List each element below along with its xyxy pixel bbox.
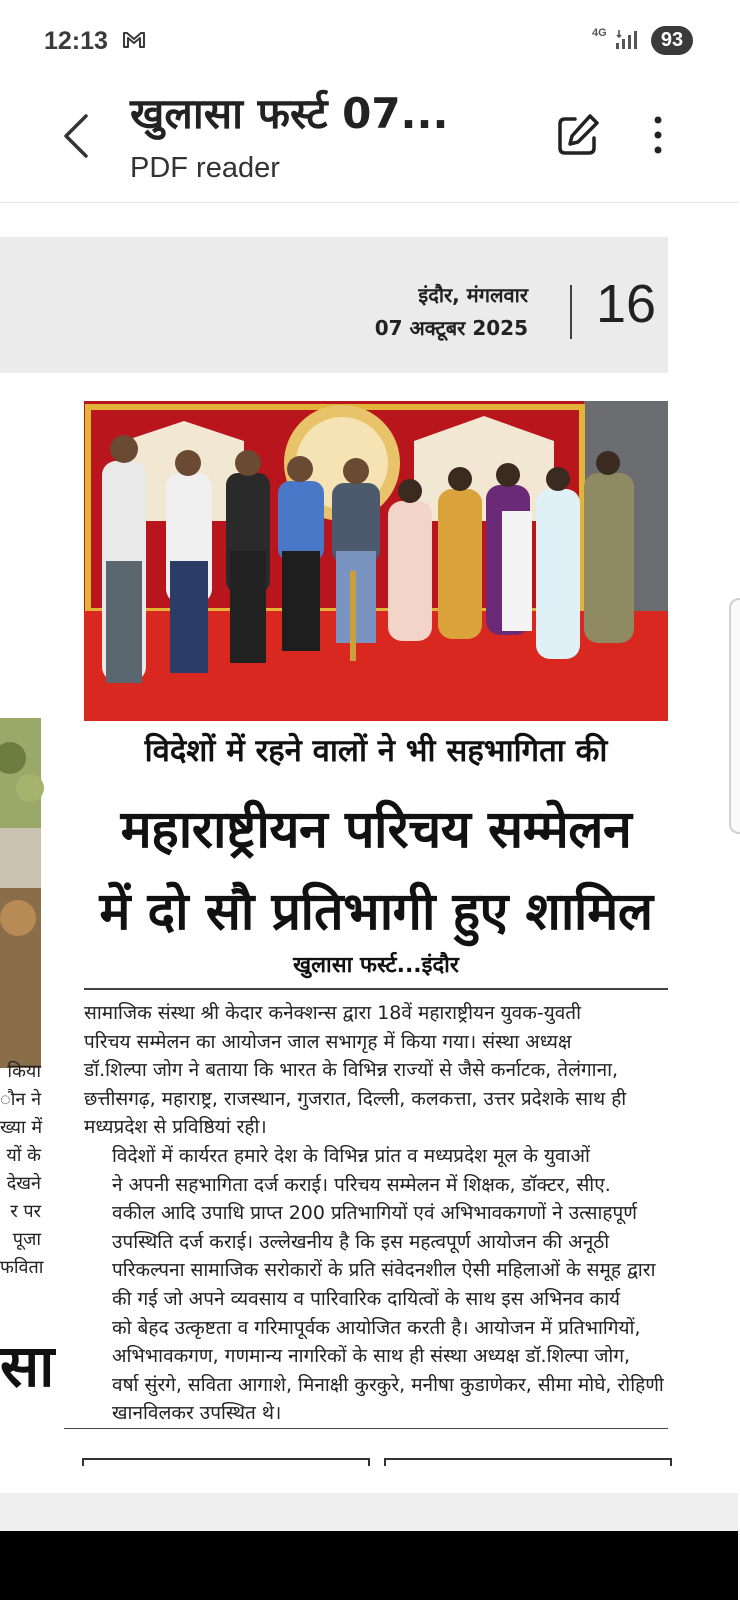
- text-line: की गई जो अपने व्यवसाय व पारिवारिक दायित्वों के साथ इस अभिनव कार्य: [112, 1287, 621, 1310]
- pdf-viewport[interactable]: [0, 203, 738, 1493]
- network-type: 4G: [592, 27, 607, 39]
- edit-icon[interactable]: [553, 110, 603, 160]
- header-date: 07 अक्टूबर 2025: [374, 316, 528, 340]
- status-time: 12:13: [44, 27, 108, 55]
- app-bar: [0, 82, 738, 203]
- gmail-icon: [122, 31, 146, 49]
- text-line: परिचय सम्मेलन का आयोजन जाल सभागृह में किया गया। संस्था अध्यक्ष: [84, 1030, 572, 1053]
- text-line: परिकल्पना सामाजिक सरोकारों के प्रति संवेदनशील ऐसी महिलाओं के समूह द्वारा: [112, 1259, 656, 1282]
- headline-line-2: में दो सौ प्रतिभागी हुए शामिल: [99, 882, 653, 942]
- next-box-left: [82, 1458, 370, 1466]
- text-line: सामाजिक संस्था श्री केदार कनेक्शन्स द्वारा 18वें महाराष्ट्रीयन युवक-युवती: [84, 1002, 582, 1024]
- text-line: ख्या में: [0, 1117, 43, 1138]
- article-body: [84, 999, 668, 1428]
- signal-icon: [615, 28, 643, 52]
- adjacent-article-text: [0, 1058, 44, 1282]
- text-line: फविता: [0, 1257, 44, 1278]
- text-line: यों के: [6, 1145, 41, 1166]
- text-line: मध्यप्रदेश से प्रविष्ठियां रही।: [84, 1116, 267, 1139]
- scrollbar-handle[interactable]: [729, 598, 740, 834]
- battery-indicator: 93: [651, 26, 693, 55]
- system-navigation-bar: [0, 1531, 738, 1600]
- text-line: अभिभावकगण, गणमान्य नागरिकों के साथ ही संस्था अध्यक्ष डॉ.शिल्पा जोग,: [112, 1345, 631, 1368]
- header-city-day: इंदौर, मंगलवार: [418, 283, 528, 307]
- text-line: वकील आदि उपाधि प्राप्त 200 प्रतिभागियों एवं अभिभावकगणों ने उत्साहपूर्ण: [112, 1202, 637, 1225]
- text-line: विदेशों में कार्यरत हमारे देश के विभिन्न प्रांत व मध्यप्रदेश मूल के युवाओं: [112, 1144, 590, 1167]
- text-line: को बेहद उत्कृष्टता व गरिमापूर्वक आयोजित करती है। आयोजन में प्रतिभागियों,: [112, 1316, 641, 1339]
- text-line: स: [0, 1332, 55, 1400]
- text-line: छत्तीसगढ़, महाराष्ट्र, राजस्थान, गुजरात, दिल्ली, कलकत्ता, उत्तर प्रदेशके साथ ही: [84, 1087, 627, 1110]
- more-options-icon[interactable]: [640, 110, 676, 160]
- article-paragraph-2: [84, 1142, 668, 1428]
- header-divider: [570, 285, 572, 339]
- text-line: वर्षा सुंरगे, सविता आगाशे, मिनाक्षी कुरकुरे, मनीषा कुडाणेकर, सीमा मोघे, रोहिणी: [112, 1373, 664, 1396]
- text-line: र पर: [10, 1201, 41, 1222]
- section-rule: [64, 1428, 668, 1429]
- article-headline: [84, 789, 668, 953]
- text-line: ने अपनी सहभागिता दर्ज कराई। परिचय सम्मेलन में शिक्षक, डॉक्टर, सीए.: [112, 1173, 611, 1196]
- text-line: ौन ने: [0, 1089, 42, 1110]
- text-line: देखने: [6, 1173, 41, 1194]
- byline-rule: [84, 988, 668, 990]
- app-subtitle: PDF reader: [130, 152, 280, 184]
- article-paragraph-1: [84, 999, 668, 1142]
- back-arrow-icon[interactable]: [50, 106, 106, 166]
- text-line: किया: [7, 1061, 41, 1082]
- header-page-number: 16: [596, 274, 657, 334]
- adjacent-article-headline: [0, 1327, 55, 1405]
- adjacent-article-photo: [0, 718, 41, 1068]
- text-line: खानविलकर उपस्थित थे।: [112, 1402, 282, 1425]
- headline-line-1: महाराष्ट्रीयन परिचय सम्मेलन: [120, 800, 632, 860]
- article-byline: खुलासा फर्स्ट...इंदौर: [293, 953, 459, 978]
- next-box-right: [384, 1458, 672, 1466]
- status-bar: [0, 0, 738, 82]
- event-photo: [84, 401, 668, 721]
- article-kicker: विदेशों में रहने वालों ने भी सहभागिता की: [144, 733, 608, 769]
- bottom-toolbar-area: [0, 1493, 738, 1531]
- text-line: उपस्थिति दर्ज कराई। उल्लेखनीय है कि इस महत्वपूर्ण आयोजन की अनूठी: [112, 1230, 610, 1253]
- text-line: डॉ.शिल्पा जोग ने बताया कि भारत के विभिन्न राज्यों से जैसे कर्नाटक, तेलंगाना,: [84, 1059, 619, 1082]
- document-title: खुलासा फर्स्ट 07...: [130, 89, 449, 138]
- newspaper-page-header: [0, 237, 668, 373]
- text-line: पूजा: [12, 1229, 41, 1250]
